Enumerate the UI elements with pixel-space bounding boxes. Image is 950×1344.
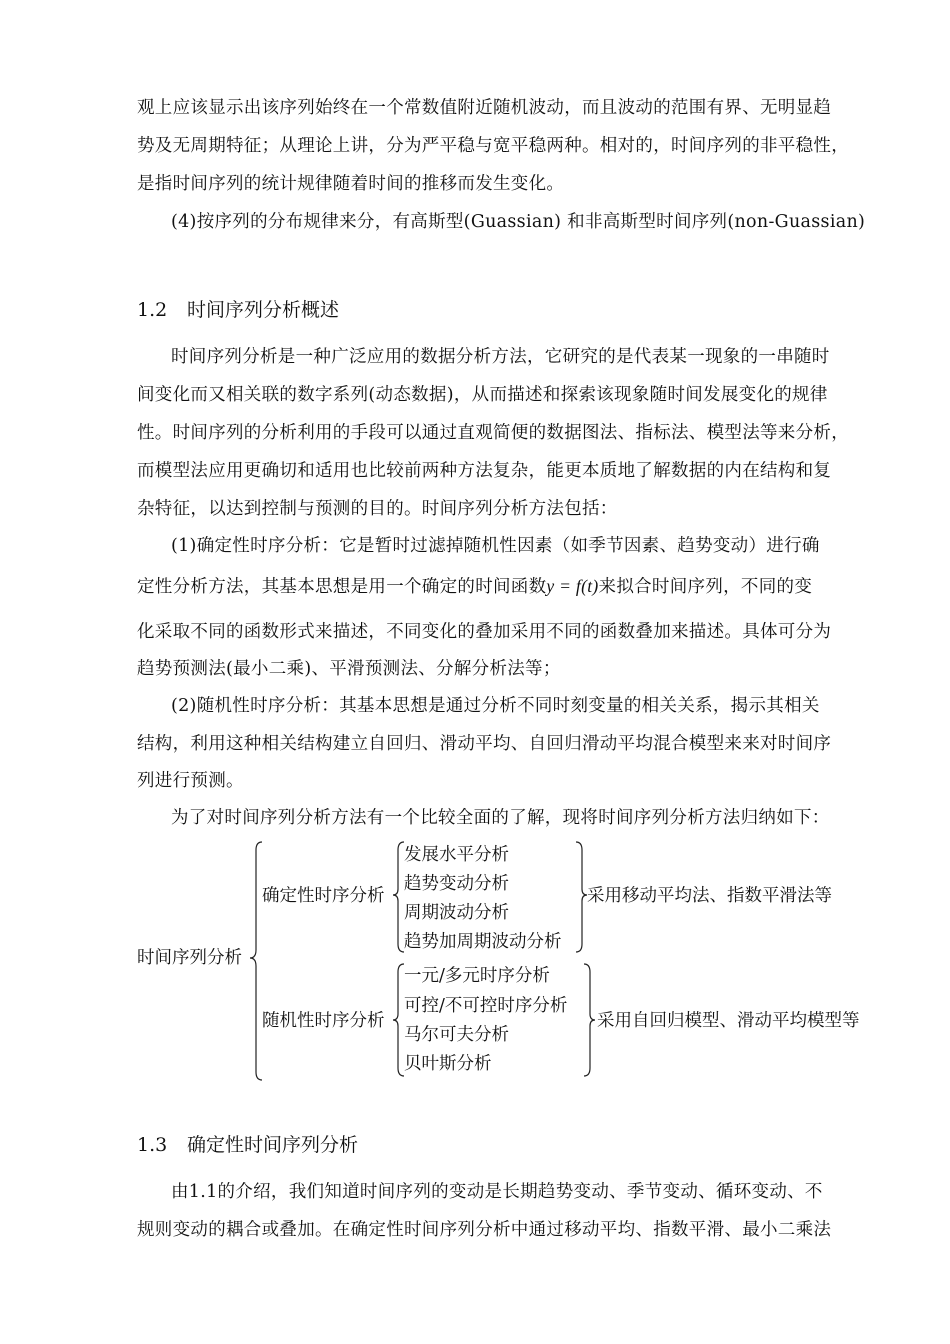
section-title: 确定性时间序列分析: [187, 1134, 359, 1156]
section-number: 1.3: [137, 1134, 168, 1156]
paragraph-line: 结构，利用这种相关结构建立自回归、滑动平均、自回归滑动平均混合模型来来对时间序: [137, 734, 832, 754]
section-number: 1.2: [137, 299, 168, 321]
branch2-note: 采用自回归模型、滑动平均模型等: [597, 1011, 860, 1031]
diagram-root: 时间序列分析: [137, 948, 242, 968]
paragraph-line: 时间序列分析是一种广泛应用的数据分析方法，它研究的是代表某一现象的一串随时: [171, 347, 830, 367]
branch2-item: 马尔可夫分析: [404, 1025, 509, 1045]
branch1-item: 趋势加周期波动分析: [404, 932, 562, 952]
branch1-item: 周期波动分析: [404, 903, 509, 923]
paragraph-line: 间变化而又相关联的数字系列(动态数据)，从而描述和探索该现象随时间发展变化的规律: [137, 385, 828, 405]
text-segment: 来拟合时间序列，不同的变: [598, 577, 813, 597]
paragraph-line: 列进行预测。: [137, 771, 244, 791]
intro-line-4: (4)按序列的分布规律来分，有高斯型(Guassian) 和非高斯型时间序列(non-Guassian): [171, 212, 866, 232]
branch2-label: 随机性时序分析: [262, 1011, 385, 1031]
root-brace: [250, 842, 262, 1080]
branch2-right-brace: [584, 964, 595, 1076]
section-title: 时间序列分析概述: [187, 299, 340, 321]
paragraph-line: 杂特征，以达到控制与预测的目的。时间序列分析方法包括：: [137, 499, 618, 519]
paragraph-line: (2)随机性时序分析：其基本思想是通过分析不同时刻变量的相关关系，揭示其相关: [171, 696, 820, 716]
branch1-item: 发展水平分析: [404, 845, 509, 865]
branch2-item: 一元/多元时序分析: [404, 966, 550, 986]
branch1-right-brace: [576, 842, 587, 952]
paragraph-line: 规则变动的耦合或叠加。在确定性时间序列分析中通过移动平均、指数平滑、最小二乘法: [137, 1220, 832, 1240]
text-segment: 定性分析方法，其基本思想是用一个确定的时间函数: [137, 577, 547, 597]
branch2-item: 贝叶斯分析: [404, 1054, 492, 1074]
paragraph-line: 性。时间序列的分析利用的手段可以通过直观简便的数据图法、指标法、模型法等来分析，: [137, 423, 849, 443]
formula: y = f(t): [546, 576, 599, 596]
branch1-item: 趋势变动分析: [404, 874, 509, 894]
branch1-note: 采用移动平均法、指数平滑法等: [587, 886, 832, 906]
intro-line-3: 是指时间序列的统计规律随着时间的推移而发生变化。: [137, 174, 565, 194]
paragraph-line: (1)确定性时序分析：它是暂时过滤掉随机性因素（如季节因素、趋势变动）进行确: [171, 536, 820, 556]
paragraph-line: 为了对时间序列分析方法有一个比较全面的了解，现将时间序列分析方法归纳如下：: [171, 808, 830, 828]
branch1-left-brace: [393, 842, 404, 952]
section-heading-1-3: [137, 1132, 358, 1158]
branch2-item: 可控/不可控时序分析: [404, 996, 568, 1016]
branch2-left-brace: [393, 964, 404, 1076]
branch1-label: 确定性时序分析: [262, 886, 385, 906]
paragraph-line: 趋势预测法(最小二乘)、平滑预测法、分解分析法等；: [137, 659, 561, 679]
intro-line-1: 观上应该显示出该序列始终在一个常数值附近随机波动，而且波动的范围有界、无明显趋: [137, 98, 832, 118]
paragraph-line: 而模型法应用更确切和适用也比较前两种方法复杂，能更本质地了解数据的内在结构和复: [137, 461, 832, 481]
paragraph-line: 化采取不同的函数形式来描述，不同变化的叠加采用不同的函数叠加来描述。具体可分为: [137, 622, 832, 642]
paragraph-line: 由1.1的介绍，我们知道时间序列的变动是长期趋势变动、季节变动、循环变动、不: [171, 1182, 823, 1202]
intro-line-2: 势及无周期特征；从理论上讲，分为严平稳与宽平稳两种。相对的，时间序列的非平稳性，: [137, 136, 849, 156]
